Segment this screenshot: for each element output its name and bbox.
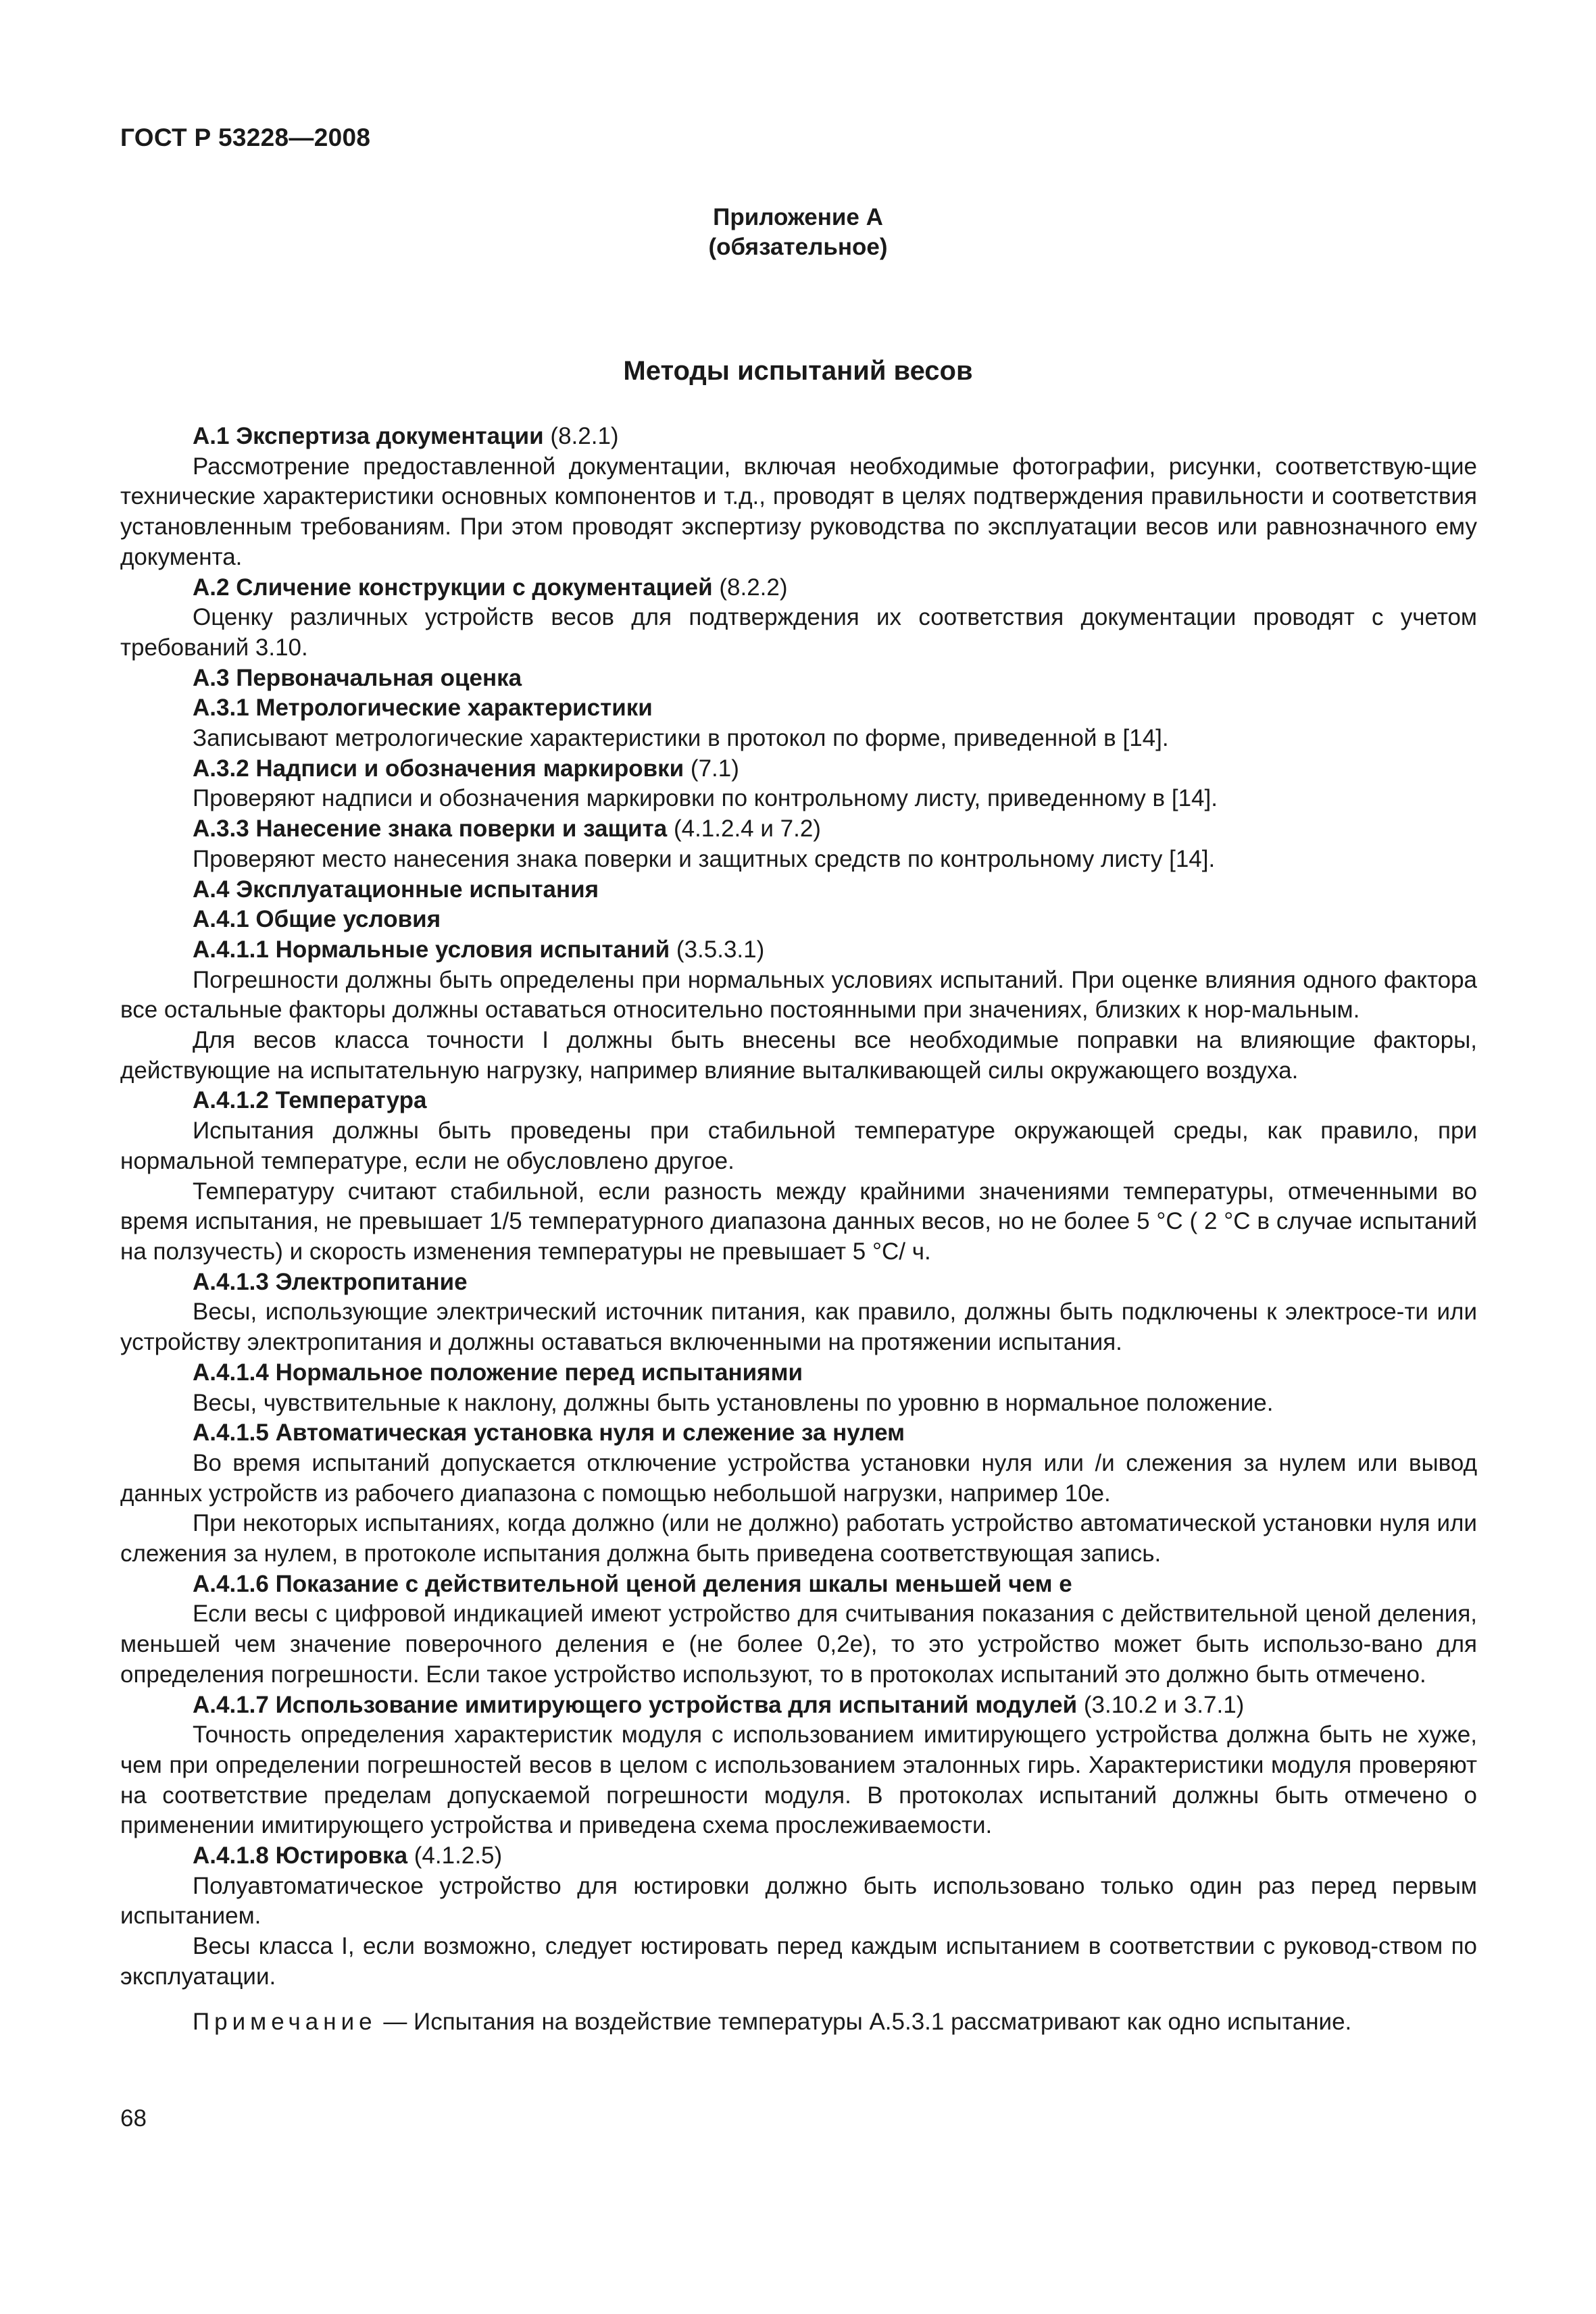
section-heading (120, 754, 1477, 784)
section-heading (120, 1267, 1477, 1298)
section-reference: (3.10.2 и 3.7.1) (1077, 1691, 1245, 1718)
body-paragraph: Весы, чувствительные к наклону, должны быть установлены по уровню в нормальное положение. (193, 1389, 1274, 1416)
appendix-label: Приложение А (713, 204, 883, 230)
section-heading-title: А.3.2 Надписи и обозначения маркировки (193, 755, 684, 782)
section-heading (120, 1841, 1477, 1871)
section-heading (120, 1086, 1477, 1116)
section-heading-title: А.4.1.3 Электропитание (193, 1268, 468, 1295)
note-label: Примечание (193, 2008, 377, 2035)
body-paragraph: Если весы с цифровой индикацией имеют устройство для считывания показания с действительной ценой деления, меньшей чем значение поверочного деления е (не более 0,2е), то это устройство может быть использо-вано для определения погрешности. Если такое устройство используют, то в протоколах испытаний это должно быть отмечено. (120, 1601, 1477, 1688)
section-heading-title: А.1 Экспертиза документации (193, 423, 544, 449)
body-paragraph: Проверяют место нанесения знака поверки и защитных средств по контрольному листу [14]. (193, 845, 1216, 872)
body-paragraph: Весы, использующие электрический источник питания, как правило, должны быть подключены к электросе-ти или устройству электропитания и должны оставаться включенными на протяжении испытания. (120, 1299, 1477, 1356)
body-paragraph: Полуавтоматическое устройство для юстировки должно быть использовано только один раз перед первым испытанием. (120, 1872, 1477, 1930)
section-heading-title: А.4.1.1 Нормальные условия испытаний (193, 936, 670, 963)
section-heading-title: А.4.1.8 Юстировка (193, 1842, 408, 1869)
section-heading (120, 1690, 1477, 1721)
section-heading-title: А.4.1.5 Автоматическая установка нуля и слежение за нулем (193, 1419, 905, 1447)
section-heading (120, 422, 1477, 452)
section-reference: (8.2.2) (712, 574, 788, 601)
section-heading (120, 875, 1477, 905)
section-heading-title: А.4.1.7 Использование имитирующего устройства для испытаний модулей (193, 1691, 1078, 1718)
body-paragraph: При некоторых испытаниях, когда должно (или не должно) работать устройство автоматической установки нуля или слежения за нулем, в протоколе испытания должна быть приведена соответствующая запись. (120, 1510, 1477, 1567)
section-heading-title: А.3 Первоначальная оценка (193, 664, 522, 691)
appendix-status: (обязательное) (708, 234, 888, 260)
section-heading (120, 1358, 1477, 1388)
section-heading-title: А.3.3 Нанесение знака поверки и защита (193, 815, 668, 842)
body-paragraph: Рассмотрение предоставленной документации, включая необходимые фотографии, рисунки, соответствую-щие технические характеристики основных компонентов и т.д., проводят в целях подтверждения правильности и соответствия установленным требованиям. При этом проводят экспертизу руководства по эксплуатации весов или равнозначного ему документа. (120, 453, 1477, 570)
section-heading (120, 935, 1477, 965)
section-heading-title: А.4.1 Общие условия (193, 906, 441, 933)
body-paragraph: Точность определения характеристик модуля с использованием имитирующего устройства должна быть не хуже, чем при определении погрешностей весов в целом с использованием эталонных гирь. Характеристики модуля проверяют на соответствие пределам допускаемой погрешности модуля. В протоколах испытаний должны быть отмечено о применении имитирующего устройства и приведена схема прослеживаемости. (120, 1721, 1477, 1839)
section-heading (120, 693, 1477, 724)
body-paragraph: Во время испытаний допускается отключение устройства установки нуля или /и слежения за нулем или вывод данных устройств из рабочего диапазона с помощью небольшой нагрузки, например 10е. (120, 1449, 1477, 1507)
section-reference: (4.1.2.5) (407, 1842, 503, 1869)
body-paragraph: Проверяют надписи и обозначения маркировки по контрольному листу, приведенному в [14]. (193, 785, 1218, 812)
section-heading-title: А.4.1.6 Показание с действительной ценой деления шкалы меньшей чем е (193, 1570, 1072, 1597)
document-body (120, 422, 1477, 2037)
section-heading-title: А.4.1.4 Нормальное положение перед испытаниями (193, 1359, 803, 1386)
body-paragraph: Испытания должны быть проведены при стабильной температуре окружающей среды, как правило, при нормальной температуре, если не обусловлено другое. (120, 1117, 1477, 1174)
section-heading-title: А.4.1.2 Температура (193, 1087, 427, 1114)
section-heading (120, 1418, 1477, 1449)
section-heading-title: А.4 Эксплуатационные испытания (193, 876, 599, 903)
body-paragraph: Погрешности должны быть определены при нормальных условиях испытаний. При оценке влияния одного фактора все остальные факторы должны оставаться относительно постоянными при значениях, близких к нор-мальным. (120, 966, 1477, 1024)
section-reference: (7.1) (684, 755, 739, 782)
section-heading (120, 814, 1477, 845)
section-reference: (4.1.2.4 и 7.2) (667, 815, 821, 842)
body-paragraph: Температуру считают стабильной, если разность между крайними значениями температуры, отмеченными во время испытания, не превышает 1/5 температурного диапазона данных весов, но не более 5 °С ( 2 °С в случае испытаний на ползучесть) и скорость изменения температуры не превышает 5 °С/ ч. (120, 1178, 1477, 1265)
section-reference: (8.2.1) (543, 423, 619, 449)
appendix-heading (0, 203, 1596, 262)
standard-header: ГОСТ Р 53228—2008 (120, 124, 371, 151)
section-heading-title: А.3.1 Метрологические характеристики (193, 695, 653, 722)
note (120, 2007, 1477, 2038)
section-heading (120, 905, 1477, 935)
page-number: 68 (120, 2105, 147, 2132)
section-heading (120, 663, 1477, 694)
body-paragraph: Весы класса I, если возможно, следует юстировать перед каждым испытанием в соответствии с руковод-ством по эксплуатации. (120, 1933, 1477, 1990)
body-paragraph: Оценку различных устройств весов для подтверждения их соответствия документации проводят с учетом требований 3.10. (120, 604, 1477, 661)
section-reference: (3.5.3.1) (670, 936, 765, 963)
note-text: — Испытания на воздействие температуры А.5.3.1 рассматривают как одно испытание. (376, 2008, 1352, 2035)
section-heading (120, 573, 1477, 603)
section-heading (120, 1569, 1477, 1600)
body-paragraph: Для весов класса точности I должны быть внесены все необходимые поправки на влияющие факторы, действующие на испытательную нагрузку, например влияние выталкивающей силы окружающего воздуха. (120, 1027, 1477, 1084)
body-paragraph: Записывают метрологические характеристики в протокол по форме, приведенной в [14]. (193, 725, 1169, 752)
document-title: Методы испытаний весов (623, 356, 973, 386)
section-heading-title: А.2 Сличение конструкции с документацией (193, 574, 713, 601)
